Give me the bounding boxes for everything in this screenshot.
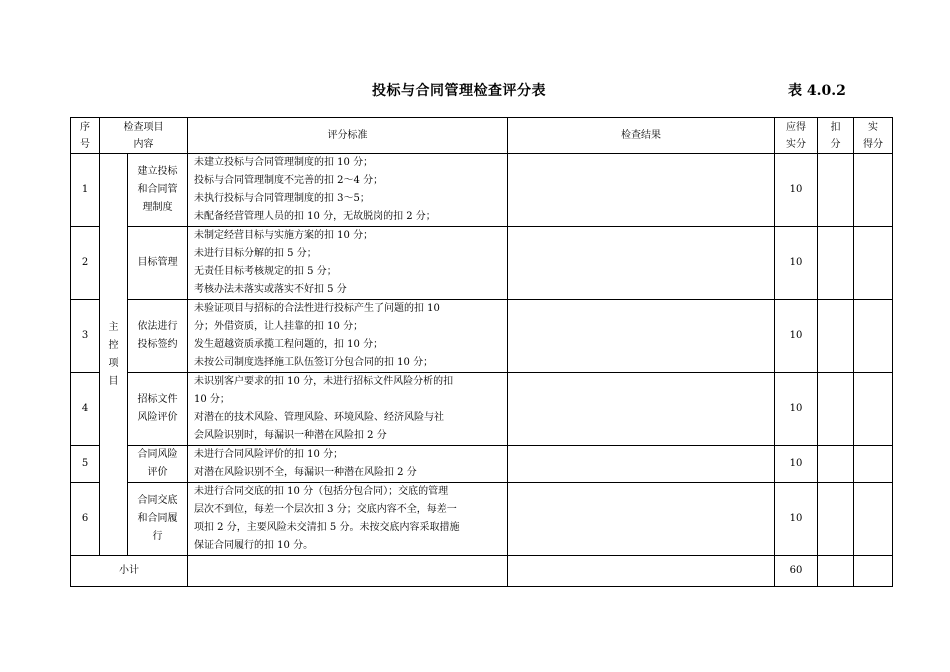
row-actual (854, 483, 893, 556)
row-due: 10 (775, 483, 818, 556)
row-seq: 5 (71, 446, 100, 483)
header-actual: 实 得分 (854, 118, 893, 154)
row-result (508, 373, 775, 446)
subtotal-criteria (188, 556, 508, 587)
table-row (71, 227, 893, 300)
row-actual (854, 227, 893, 300)
header-result: 检查结果 (508, 118, 775, 154)
subtotal-result (508, 556, 775, 587)
row-item: 依法进行 投标签约 (128, 300, 188, 373)
group-label: 主 控 项 目 (100, 154, 128, 556)
subtotal-due: 60 (775, 556, 818, 587)
row-item: 合同风险 评价 (128, 446, 188, 483)
row-item: 合同交底 和合同履 行 (128, 483, 188, 556)
row-due: 10 (775, 154, 818, 227)
row-actual (854, 300, 893, 373)
header-row (71, 118, 893, 154)
header-deduct: 扣 分 (818, 118, 854, 154)
row-seq: 2 (71, 227, 100, 300)
row-actual (854, 373, 893, 446)
table-row (71, 446, 893, 483)
row-seq: 1 (71, 154, 100, 227)
row-due: 10 (775, 446, 818, 483)
subtotal-label: 小计 (71, 556, 188, 587)
row-item: 建立投标 和合同管 理制度 (128, 154, 188, 227)
row-deduct (818, 373, 854, 446)
row-due: 10 (775, 300, 818, 373)
row-deduct (818, 446, 854, 483)
row-deduct (818, 483, 854, 556)
row-deduct (818, 300, 854, 373)
row-deduct (818, 154, 854, 227)
header-seq: 序 号 (71, 118, 100, 154)
table-number: 表 4.0.2 (788, 83, 846, 99)
row-result (508, 227, 775, 300)
table-row (71, 154, 893, 227)
header-item: 检查项目 内容 (100, 118, 188, 154)
row-deduct (818, 227, 854, 300)
row-actual (854, 154, 893, 227)
table-row (71, 483, 893, 556)
row-criteria: 未进行合同风险评价的扣 10 分； 对潜在风险识别不全，每漏识一种潜在风险扣 2 分 (188, 446, 508, 483)
row-item: 目标管理 (128, 227, 188, 300)
subtotal-actual (854, 556, 893, 587)
table-row (71, 373, 893, 446)
row-criteria: 未识别客户要求的扣 10 分，未进行招标文件风险分析的扣 10 分； 对潜在的技术风险、管理风险、环境风险、经济风险与社 会风险识别时，每漏识一种潜在风险扣 2 分 (188, 373, 508, 446)
table-row (71, 300, 893, 373)
row-criteria: 未验证项目与招标的合法性进行投标产生了问题的扣 10 分；外借资质，让人挂靠的扣 10 分； 发生超越资质承揽工程问题的，扣 10 分； 未按公司制度选择施工队伍签订分包合同的扣 10 分； (188, 300, 508, 373)
header-due: 应得 实分 (775, 118, 818, 154)
score-table (70, 117, 893, 587)
subtotal-deduct (818, 556, 854, 587)
header-criteria: 评分标准 (188, 118, 508, 154)
row-result (508, 300, 775, 373)
row-result (508, 446, 775, 483)
row-criteria: 未制定经营目标与实施方案的扣 10 分； 未进行目标分解的扣 5 分； 无责任目标考核规定的扣 5 分； 考核办法未落实或落实不好扣 5 分 (188, 227, 508, 300)
row-due: 10 (775, 227, 818, 300)
row-seq: 6 (71, 483, 100, 556)
row-actual (854, 446, 893, 483)
row-criteria: 未建立投标与合同管理制度的扣 10 分； 投标与合同管理制度不完善的扣 2～4 分； 未执行投标与合同管理制度的扣 3～5； 未配备经营管理人员的扣 10 分，无故脱岗的扣 2 分； (188, 154, 508, 227)
row-due: 10 (775, 373, 818, 446)
row-criteria: 未进行合同交底的扣 10 分（包括分包合同）；交底的管理 层次不到位，每差一个层次扣 3 分；交底内容不全，每差一 项扣 2 分，主要风险未交清扣 5 分。未按交底内容采取措施 保证合同履行的扣 10 分。 (188, 483, 508, 556)
page-title: 投标与合同管理检查评分表 (372, 83, 546, 99)
row-item: 招标文件 风险评价 (128, 373, 188, 446)
row-result (508, 154, 775, 227)
row-seq: 3 (71, 300, 100, 373)
row-result (508, 483, 775, 556)
row-seq: 4 (71, 373, 100, 446)
subtotal-row (71, 556, 893, 587)
